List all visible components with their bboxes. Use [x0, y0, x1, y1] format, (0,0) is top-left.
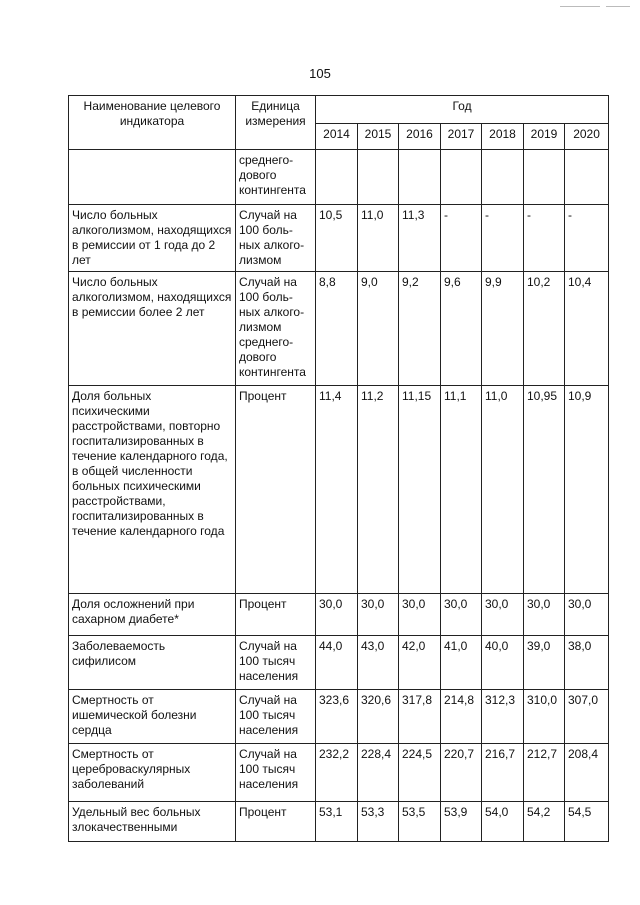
indicator-value: 220,7 — [441, 744, 482, 802]
indicator-value: 11,3 — [399, 205, 441, 272]
header-year: 2015 — [358, 124, 399, 150]
indicator-name: Число больных алкоголизмом, находящихся в ремиссии более 2 лет — [69, 272, 236, 386]
indicator-value: 216,7 — [482, 744, 524, 802]
indicator-value: 30,0 — [482, 594, 524, 636]
indicator-value: 43,0 — [358, 636, 399, 690]
indicator-value: 39,0 — [524, 636, 565, 690]
indicator-unit: среднего-дового контингента — [236, 150, 316, 205]
table-row — [69, 386, 609, 594]
indicator-value: 54,0 — [482, 802, 524, 842]
scan-artifact-line — [560, 6, 600, 7]
header-year: 2017 — [441, 124, 482, 150]
indicator-value: 53,5 — [399, 802, 441, 842]
indicator-value: 214,8 — [441, 690, 482, 744]
indicator-name: Смертность от цереброваскулярных заболеваний — [69, 744, 236, 802]
indicator-value: 9,0 — [358, 272, 399, 386]
indicator-value — [399, 150, 441, 205]
indicator-value: 232,2 — [316, 744, 358, 802]
indicator-value: 30,0 — [565, 594, 609, 636]
indicator-value: 44,0 — [316, 636, 358, 690]
indicator-value: - — [441, 205, 482, 272]
indicator-value: 317,8 — [399, 690, 441, 744]
indicator-value: 310,0 — [524, 690, 565, 744]
indicator-unit: Случай на 100 боль-ных алкого-лизмом среднего-дового контингента — [236, 272, 316, 386]
indicator-value — [441, 150, 482, 205]
indicator-value — [316, 150, 358, 205]
table-row — [69, 150, 609, 205]
indicator-unit: Процент — [236, 386, 316, 594]
indicator-name: Заболеваемость сифилисом — [69, 636, 236, 690]
indicator-value: 11,15 — [399, 386, 441, 594]
indicator-value: 10,4 — [565, 272, 609, 386]
indicator-value: 320,6 — [358, 690, 399, 744]
indicator-value — [565, 150, 609, 205]
indicator-unit: Процент — [236, 594, 316, 636]
indicator-name: Доля осложнений при сахарном диабете* — [69, 594, 236, 636]
page-number: 105 — [309, 66, 331, 81]
indicator-value: 42,0 — [399, 636, 441, 690]
indicator-value: 30,0 — [358, 594, 399, 636]
indicator-value: 38,0 — [565, 636, 609, 690]
indicator-value: 9,2 — [399, 272, 441, 386]
indicator-value: 41,0 — [441, 636, 482, 690]
header-year: 2020 — [565, 124, 609, 150]
table-row — [69, 636, 609, 690]
indicator-value: 11,2 — [358, 386, 399, 594]
indicator-value: 10,9 — [565, 386, 609, 594]
indicator-value: 11,0 — [358, 205, 399, 272]
indicator-value: 30,0 — [441, 594, 482, 636]
indicator-value: 53,3 — [358, 802, 399, 842]
indicator-value: 11,0 — [482, 386, 524, 594]
indicator-value: 224,5 — [399, 744, 441, 802]
table-row — [69, 205, 609, 272]
header-year: 2018 — [482, 124, 524, 150]
indicators-table — [68, 95, 609, 842]
indicator-value: 323,6 — [316, 690, 358, 744]
indicator-value: 54,5 — [565, 802, 609, 842]
indicator-value: 9,9 — [482, 272, 524, 386]
indicator-value: 54,2 — [524, 802, 565, 842]
indicator-value: 53,9 — [441, 802, 482, 842]
table-row — [69, 744, 609, 802]
indicator-value: 10,95 — [524, 386, 565, 594]
table-row — [69, 594, 609, 636]
indicator-unit: Случай на 100 тысяч населения — [236, 636, 316, 690]
table-row — [69, 272, 609, 386]
indicator-unit: Случай на 100 боль-ных алкого-лизмом — [236, 205, 316, 272]
indicator-unit: Процент — [236, 802, 316, 842]
indicator-value: 208,4 — [565, 744, 609, 802]
indicator-value: 9,6 — [441, 272, 482, 386]
indicator-name: Число больных алкоголизмом, находящихся в ремиссии от 1 года до 2 лет — [69, 205, 236, 272]
indicator-value — [524, 150, 565, 205]
header-unit: Единица измерения — [236, 96, 316, 150]
indicator-value — [358, 150, 399, 205]
indicator-name: Смертность от ишемической болезни сердца — [69, 690, 236, 744]
indicator-value: 228,4 — [358, 744, 399, 802]
indicator-value — [482, 150, 524, 205]
indicator-name — [69, 150, 236, 205]
indicator-value: 312,3 — [482, 690, 524, 744]
indicator-value: 10,2 — [524, 272, 565, 386]
scan-artifact-line — [606, 6, 630, 7]
indicator-value: 30,0 — [399, 594, 441, 636]
table-row — [69, 690, 609, 744]
indicator-value: 11,1 — [441, 386, 482, 594]
indicator-value: 30,0 — [316, 594, 358, 636]
indicator-value: 53,1 — [316, 802, 358, 842]
indicator-value: 212,7 — [524, 744, 565, 802]
indicator-unit: Случай на 100 тысяч населения — [236, 690, 316, 744]
indicator-value: 8,8 — [316, 272, 358, 386]
indicator-value: 10,5 — [316, 205, 358, 272]
header-year-group: Год — [316, 96, 609, 124]
indicator-value: 30,0 — [524, 594, 565, 636]
header-year: 2019 — [524, 124, 565, 150]
indicator-unit: Случай на 100 тысяч населения — [236, 744, 316, 802]
indicator-value: 307,0 — [565, 690, 609, 744]
indicator-value: 11,4 — [316, 386, 358, 594]
indicator-value: - — [524, 205, 565, 272]
header-year: 2014 — [316, 124, 358, 150]
indicator-name: Удельный вес больных злокачественными — [69, 802, 236, 842]
indicator-value: - — [565, 205, 609, 272]
indicator-value: 40,0 — [482, 636, 524, 690]
indicator-name: Доля больных психическими расстройствами, повторно госпитализированных в течение календарного года, в общей численности больных психическими расстройствами, госпитализированных в течение календарного года — [69, 386, 236, 594]
header-name: Наименование целевого индикатора — [69, 96, 236, 150]
header-year: 2016 — [399, 124, 441, 150]
table-row — [69, 802, 609, 842]
indicator-value: - — [482, 205, 524, 272]
